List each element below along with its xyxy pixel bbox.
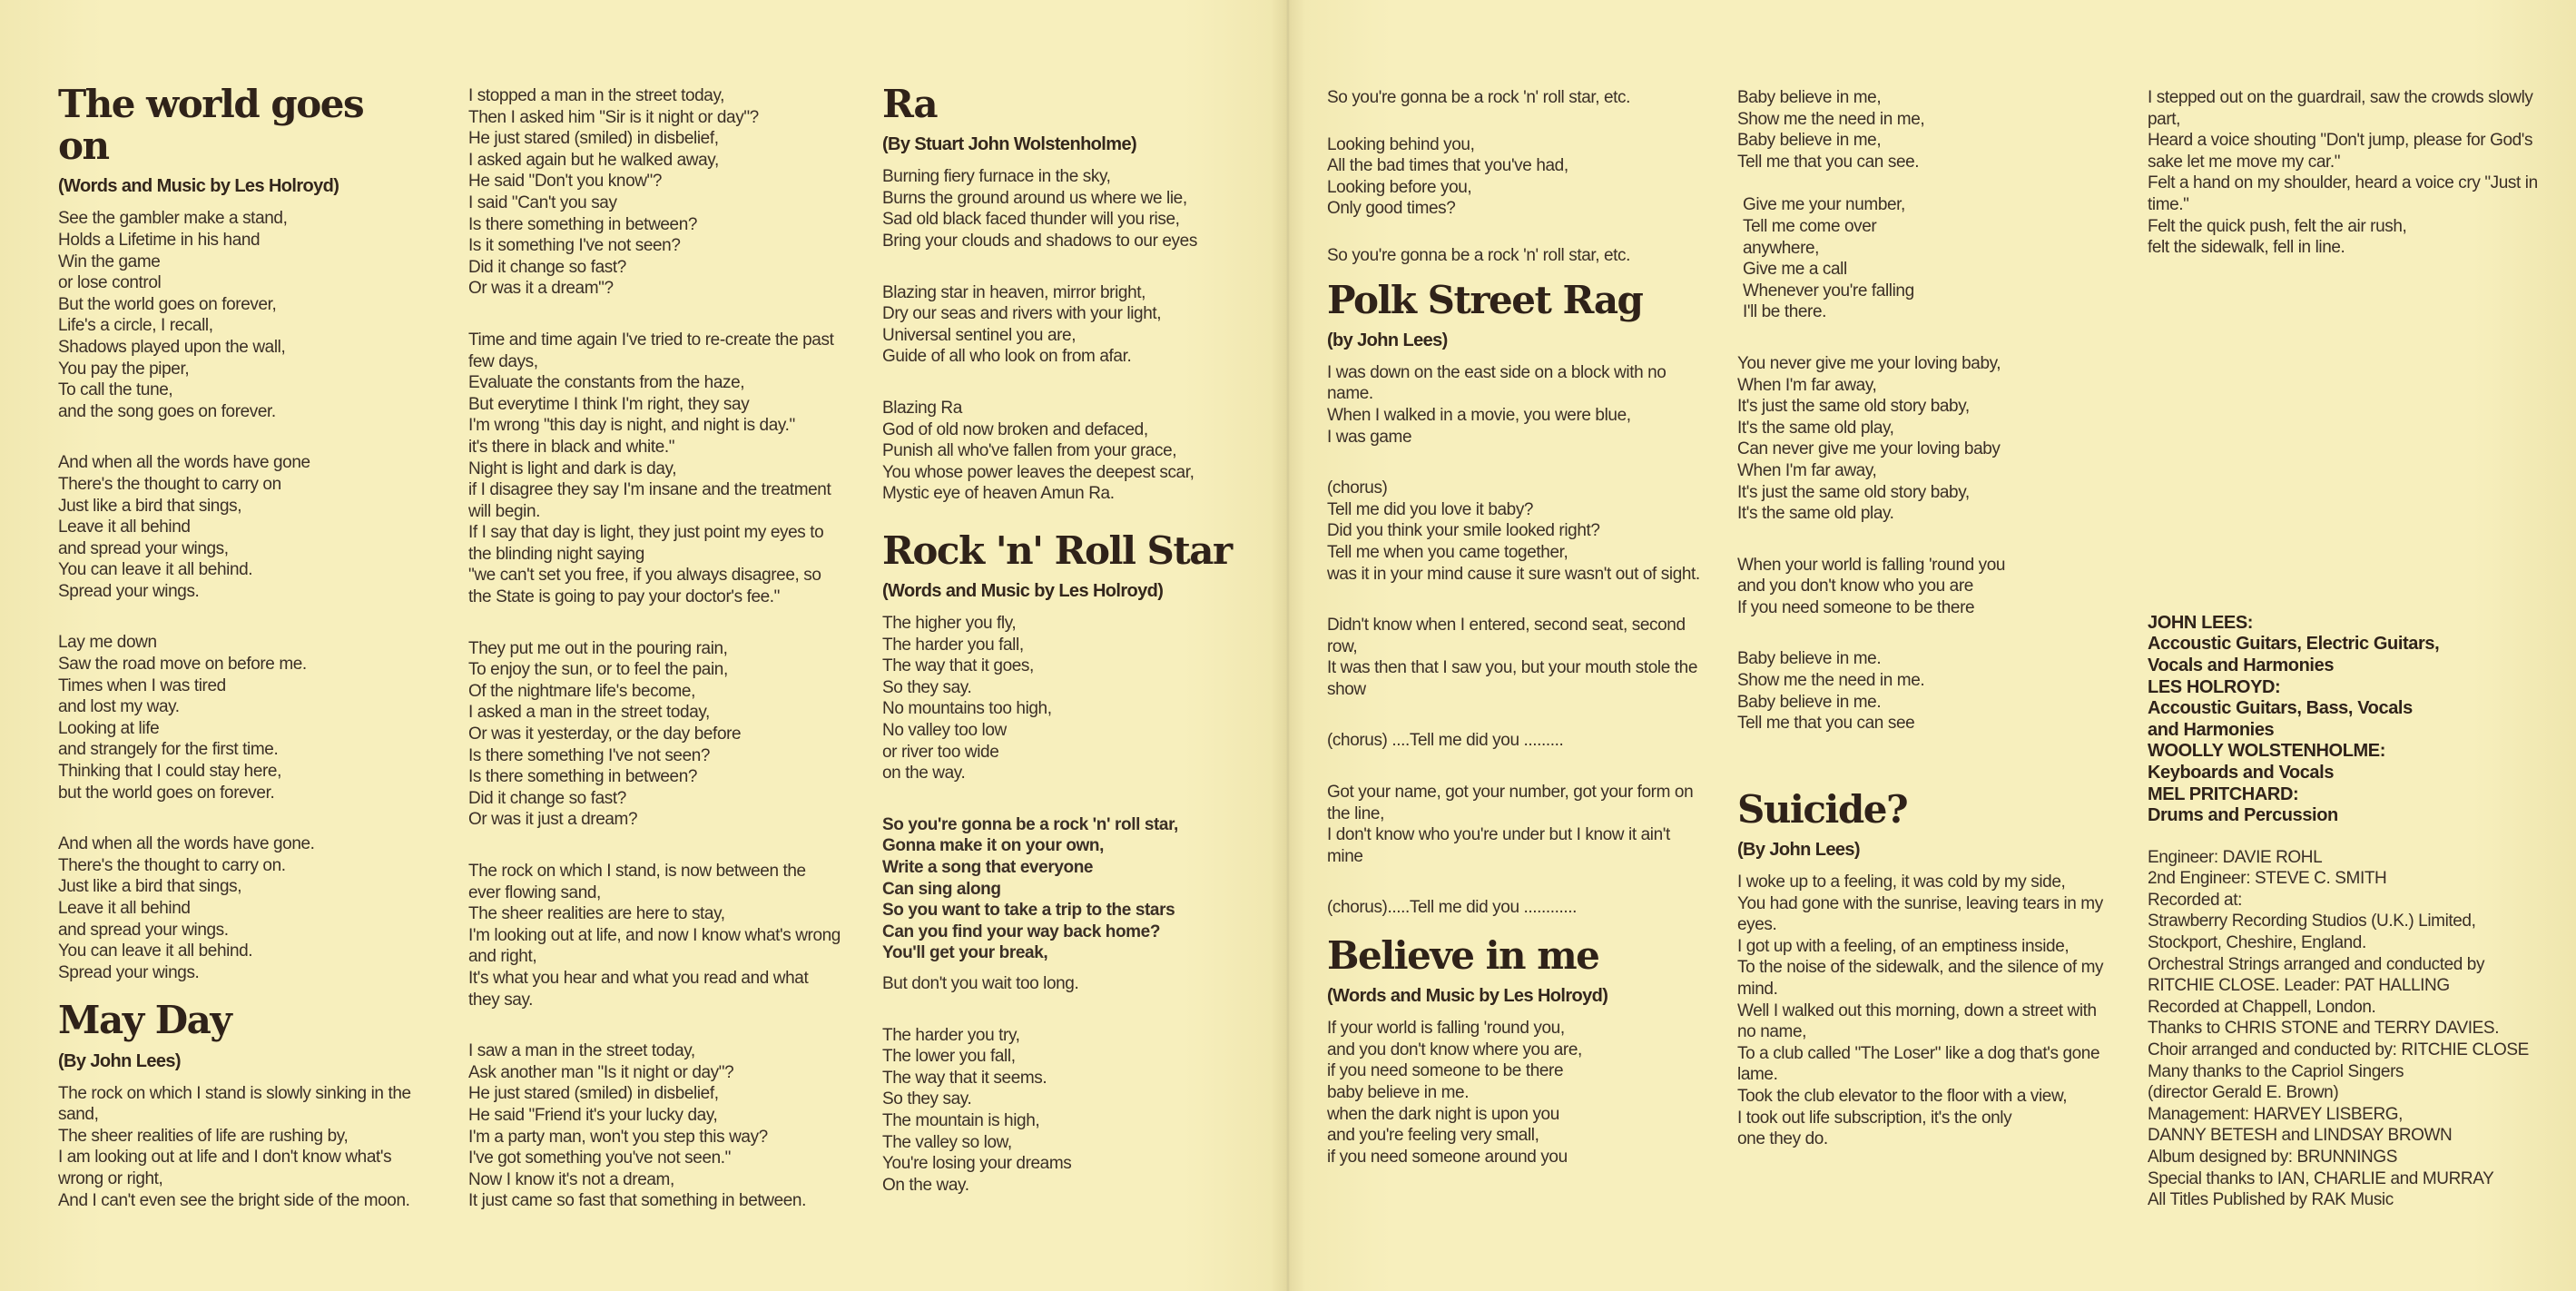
lyric-stanza: You never give me your loving baby, When I'm far away, It's just the same old story baby, It's the same old play, Can never give me your loving baby When I'm far away, It's just the same old story baby, It's the same old play. (1737, 353, 2001, 524)
lyric-stanza: And when all the words have gone There's the thought to carry on Just like a bird that sings, Leave it all behind and spread your wings, You can leave it all behind. Spread your wings. (58, 453, 310, 601)
lyric-stanza: (chorus).....Tell me did you ............ (1327, 898, 1578, 918)
left-page (0, 0, 1287, 1291)
lyric-stanza: Blazing Ra God of old now broken and defaced, Punish all who've fallen from your grace, You whose power leaves the deepest scar, Mystic eye of heaven Amun Ra. (882, 398, 1195, 504)
lyric-stanza: (chorus) Tell me did you love it baby? Did you think your smile looked right? Tell me when you came together, was it in your mind cause it sure wasn't out of sight. (1327, 478, 1700, 584)
song-title: May Day (58, 998, 231, 1043)
lyric-stanza: So you're gonna be a rock 'n' roll star, etc. (1327, 245, 1631, 265)
right-column-1 (1327, 87, 1708, 1197)
lyric-stanza: Baby believe in me, Show me the need in me, Baby believe in me, Tell me that you can see. (1737, 88, 1925, 172)
lyric-stanza: So you're gonna be a rock 'n' roll star, etc. (1327, 88, 1631, 107)
lyric-stanza: Didn't know when I entered, second seat, second row, It was then that I saw you, but your mouth stole the show (1327, 616, 1697, 699)
song-credit: (By John Lees) (58, 1050, 181, 1071)
lyric-stanza: The rock on which I stand, is now between the ever flowing sand, The sheer realities are here to stay, I'm looking out at life, and now I know what's wrong and right, It's what you hear and what you read and what they say. (468, 862, 841, 1010)
left-column-3 (882, 84, 1245, 1226)
lyric-stanza: Got your name, got your number, got your form on the line, I don't know who you're under but I know it ain't mine (1327, 783, 1694, 866)
lyric-stanza: Time and time again I've tried to re-create the past few days, Evaluate the constants from the haze, But everytime I think I'm right, they say I'm wrong "this day is night, and night is day." it's there in black and white." Night is light and dark is day, if I disagree they say I'm insane and the treatment will begin. If I say that day is light, they just point my eyes to the blinding night saying "we can't set you free, if you always disagree, so the State is going to pay your doctor's fee." (468, 330, 834, 607)
lyric-stanza: They put me out in the pouring rain, To enjoy the sun, or to feel the pain, Of the nightmare life's become, I asked a man in the street today, Or was it yesterday, or the day before Is there something I've not seen? Is there something in between? Did it change so fast? Or was it just a dream? (468, 638, 742, 830)
left-column-2 (468, 85, 841, 1242)
song-credit: (Words and Music by Les Holroyd) (58, 176, 339, 197)
lyric-stanza: Lay me down Saw the road move on before me. Times when I was tired and lost my way. Looking at life and strangely for the first time. Thinking that I could stay here, but the world goes on forever. (58, 633, 307, 803)
right-column-3 (2148, 87, 2547, 1211)
chorus-stanza: So you're gonna be a rock 'n' roll star, Gonna make it on your own, Write a song that everyone Can sing along So you want to take a trip to the stars Can you find your way back home? You'll get your break, (882, 814, 1178, 963)
song-credit: (By Stuart John Wolstenholme) (882, 134, 1137, 155)
production-credits: Engineer: DAVIE ROHL 2nd Engineer: STEVE C. SMITH Recorded at: Strawberry Recording Studios (U.K.) Limited, Stockport, Cheshire, England. Orchestral Strings arranged and conducted by RITCHIE CLOSE. Leader: PAT HALLING Recorded at Chappell, London. Thanks to CHRIS STONE and TERRY DAVIES. Choir arranged and conducted by: RITCHIE CLOSE Many thanks to the Capriol Singers (director Gerald E. Brown) Management: HARVEY LISBERG, DANNY BETESH and LINDSAY BROWN Album designed by: BRUNNINGS Special thanks to IAN, CHARLIE and MURRAY All Titles Published by RAK Music (2148, 847, 2529, 1210)
right-column-2 (1737, 87, 2119, 1180)
song-credit: (Words and Music by Les Holroyd) (882, 581, 1164, 602)
lyric-stanza: I was down on the east side on a block with no name. When I walked in a movie, you were blue, I was game (1327, 362, 1667, 447)
right-page (1289, 0, 2576, 1291)
lyric-stanza: Blazing star in heaven, mirror bright, Dry our seas and rivers with your light, Universal sentinel you are, Guide of all who look on from afar. (882, 282, 1162, 367)
song-title: The world goes on (58, 82, 364, 169)
song-credit: (By John Lees) (1737, 840, 1860, 861)
lyric-stanza: Baby believe in me. Show me the need in me. Baby believe in me. Tell me that you can see (1737, 649, 1925, 734)
lyric-stanza: The rock on which I stand is slowly sinking in the sand, The sheer realities of life are rushing by, I am looking out at life and I don't know what's wrong or right, And I can't even see the bright side of the moon. (58, 1083, 411, 1210)
lyric-stanza: Looking behind you, All the bad times that you've had, Looking before you, Only good times? (1327, 134, 1568, 219)
lyric-stanza: The harder you try, The lower you fall, The way that it seems. So they say. The mountain is high, The valley so low, You're losing your dreams On the way. (882, 1025, 1072, 1195)
lyric-stanza: I saw a man in the street today, Ask another man "Is it night or day"? He just stared (smiled) in disbelief, He said "Friend it's your lucky day, I'm a party man, won't you step this way? I've got something you've not seen." Now I know it's not a dream, It just came so fast that something in between. (468, 1041, 806, 1211)
lyric-stanza: When your world is falling 'round you and you don't know who you are If you need someone to be there (1737, 555, 2006, 617)
song-title: Ra (882, 82, 938, 126)
song-title: Suicide? (1737, 786, 1908, 832)
center-fold (1271, 0, 1305, 1291)
band-personnel: JOHN LEES: Accoustic Guitars, Electric Guitars, Vocals and Harmonies LES HOLROYD: Accoustic Guitars, Bass, Vocals and Harmonies WOOLLY WOLSTENHOLME: Keyboards and Vocals MEL PRITCHARD: Drums and Percussion (2148, 612, 2440, 826)
lyric-stanza: I stepped out on the guardrail, saw the crowds slowly part, Heard a voice shouting "Don't jump, please for God's sake let me move my car." Felt a hand on my shoulder, heard a voice cry "Just in time." Felt the quick push, felt the air rush, felt the sidewalk, fell in line. (2148, 88, 2538, 258)
song-title: Believe in me (1327, 933, 1599, 979)
lyric-stanza: And when all the words have gone. There's the thought to carry on. Just like a bird that sings, Leave it all behind and spread your wings. You can leave it all behind. Spread your wings. (58, 834, 315, 982)
song-title: Polk Street Rag (1327, 277, 1643, 322)
lyric-stanza: See the gambler make a stand, Holds a Lifetime in his hand Win the game or lose control But the world goes on forever, Life's a circle, I recall, Shadows played upon the wall, You pay the piper, To call the tune, and the song goes on forever. (58, 209, 288, 421)
left-column-1 (58, 84, 421, 1241)
lyric-stanza: Give me your number, Tell me come over anywhere, Give me a call Whenever you're falling I'll be there. (1743, 195, 1914, 322)
lyric-stanza: I woke up to a feeling, it was cold by my side, You had gone with the sunrise, leaving tears in my eyes. I got up with a feeling, of an emptiness inside, To the noise of the sidewalk, and the silence of my mind. Well I walked out this morning, down a street with no name, To a club called "The Loser" like a dog that's gone lame. Took the club elevator to the floor with a view, I took out life subscription, it's the only one they do. (1737, 872, 2104, 1149)
song-credit: (Words and Music by Les Holroyd) (1327, 986, 1608, 1007)
lyric-stanza: If your world is falling 'round you, and you don't know where you are, if you need someone to be there baby believe in me. when the dark night is upon you and you're feeling very small, if you need someone around you (1327, 1019, 1582, 1167)
lyric-stanza: I stopped a man in the street today, Then I asked him "Sir is it night or day"? He just stared (smiled) in disbelief, I asked again but he walked away, He said "Don't you know"? I said "Can't you say Is there something in between? Is it something I've not seen? Did it change so fast? Or was it a dream"? (468, 86, 759, 299)
lyric-stanza: But don't you wait too long. (882, 974, 1079, 993)
lyric-stanza: (chorus) ....Tell me did you ......... (1327, 731, 1564, 751)
song-title: Rock 'n' Roll Star (882, 527, 1232, 573)
song-credit: (by John Lees) (1327, 330, 1448, 350)
lyric-stanza: Burning fiery furnace in the sky, Burns the ground around us where we lie, Sad old black faced thunder will you rise, Bring your clouds and shadows to our eyes (882, 167, 1197, 251)
lyric-stanza: The higher you fly, The harder you fall, The way that it goes, So they say. No mountains too high, No valley too low or river too wide on the way. (882, 614, 1052, 783)
